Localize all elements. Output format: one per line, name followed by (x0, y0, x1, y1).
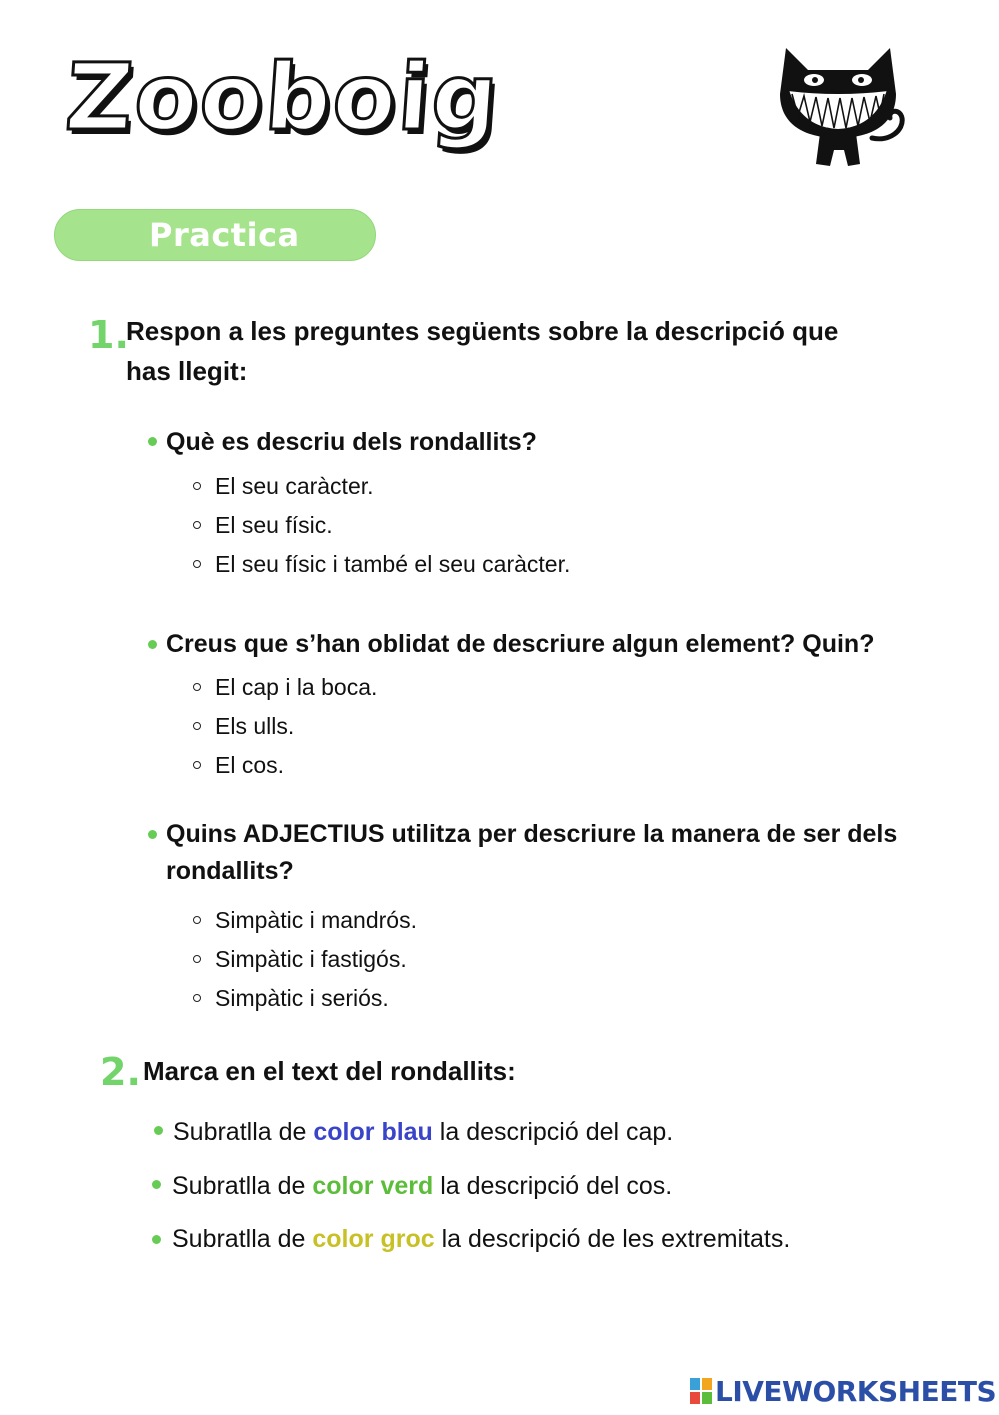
radio-icon[interactable] (193, 521, 201, 529)
subquestion-a-option-3[interactable]: El seu físic i també el seu caràcter. (215, 551, 571, 577)
cat-icon (764, 46, 912, 170)
subquestion-b-option-1[interactable]: El cap i la boca. (215, 674, 378, 700)
instruction-prefix: Subratlla de (172, 1225, 313, 1253)
subquestion-b-option-3[interactable]: El cos. (215, 752, 285, 778)
subquestion-a-option-2[interactable]: El seu físic. (215, 512, 333, 538)
instruction-prefix: Subratlla de (172, 1172, 313, 1200)
brand-text: LIVEWORKSHEETS (715, 1374, 997, 1408)
question-2-number: 2. (100, 1050, 141, 1094)
question-2-title: Marca en el text del rondallits: (143, 1056, 516, 1086)
section-label-pill (54, 209, 376, 261)
subquestion-c-title-line1: Quins ADJECTIUS utilitza per descriure la manera de ser dels (166, 820, 898, 848)
subquestion-c-title-line2: rondallits? (166, 857, 294, 885)
liveworksheets-logo-icon (690, 1378, 712, 1404)
subquestion-a-option-1[interactable]: El seu caràcter. (215, 473, 374, 499)
color-word-green: color verd (312, 1172, 434, 1200)
bullet-icon (152, 1180, 161, 1189)
question-1-number: 1. (88, 313, 129, 357)
liveworksheets-brand[interactable] (690, 1376, 996, 1406)
underline-instruction-green (172, 1171, 672, 1201)
instruction-prefix: Subratlla de (173, 1118, 314, 1146)
radio-icon[interactable] (193, 560, 201, 568)
subquestion-b-option-2[interactable]: Els ulls. (215, 713, 295, 739)
subquestion-b-title: Creus que s’han oblidat de descriure algun element? Quin? (166, 630, 875, 658)
underline-instruction-blue (173, 1117, 673, 1147)
bullet-icon (148, 437, 157, 446)
instruction-suffix: la descripció del cap. (432, 1118, 674, 1146)
radio-icon[interactable] (193, 761, 201, 769)
instruction-suffix: la descripció de les extremitats. (434, 1225, 791, 1253)
bullet-icon (148, 640, 157, 649)
subquestion-a-title: Què es descriu dels rondallits? (166, 428, 537, 456)
radio-icon[interactable] (193, 955, 201, 963)
radio-icon[interactable] (193, 683, 201, 691)
color-word-yellow: color groc (312, 1225, 435, 1253)
radio-icon[interactable] (193, 994, 201, 1002)
bullet-icon (148, 830, 157, 839)
instruction-suffix: la descripció del cos. (433, 1172, 673, 1200)
underline-instruction-yellow (172, 1224, 790, 1254)
radio-icon[interactable] (193, 482, 201, 490)
subquestion-c-option-2[interactable]: Simpàtic i fastigós. (215, 946, 407, 972)
color-word-blue: color blau (313, 1118, 433, 1146)
radio-icon[interactable] (193, 722, 201, 730)
subquestion-c-option-3[interactable]: Simpàtic i seriós. (215, 985, 389, 1011)
subquestion-c-option-1[interactable]: Simpàtic i mandrós. (215, 907, 417, 933)
radio-icon[interactable] (193, 916, 201, 924)
zooboig-logo: Zooboig (62, 44, 504, 151)
question-1-line1: Respon a les preguntes següents sobre la descripció que (126, 316, 839, 346)
bullet-icon (152, 1235, 161, 1244)
bullet-icon (154, 1126, 163, 1135)
section-label: Practica (149, 216, 300, 254)
question-1-line2: has llegit: (126, 356, 248, 386)
